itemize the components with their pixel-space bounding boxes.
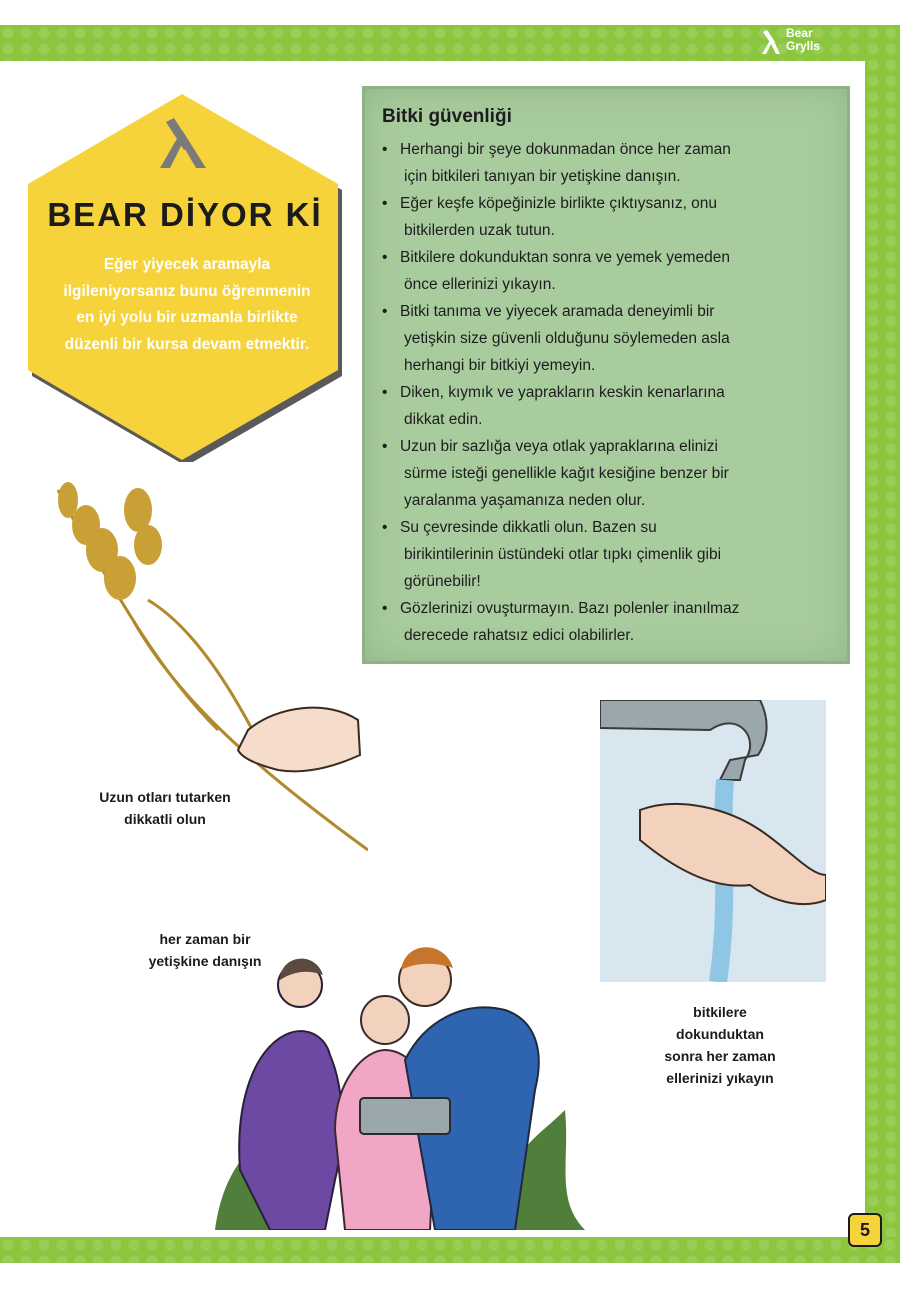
safety-item-line: Eğer keşfe köpeğinizle birlikte çıktıysanız, onu <box>400 195 718 212</box>
right-decorative-band <box>865 25 900 1263</box>
safety-item <box>382 514 840 595</box>
safety-item-line: önce ellerinizi yıkayın. <box>404 276 556 293</box>
caption-line: bitkilere <box>693 1004 747 1020</box>
safety-item-line: sürme isteği genellikle kağıt kesiğine benzer bir <box>404 465 729 482</box>
safety-item-line: Diken, kıymık ve yaprakların keskin kenarlarına <box>400 384 725 401</box>
bear-grylls-logo <box>758 26 862 58</box>
bullet: • <box>382 249 388 266</box>
bullet: • <box>382 519 388 536</box>
tip-text: Eğer yiyecek aramayla ilgileniyorsanız bunu öğrenmenin en iyi yolu bir uzmanla birlikte düzenli bir kursa devam etmektir. <box>63 256 311 353</box>
caption-line: Uzun otları tutarken <box>99 789 231 805</box>
child-purple <box>239 959 342 1230</box>
safety-item-line: Su çevresinde dikkatli olun. Bazen su <box>400 519 657 536</box>
safety-item-line: derecede rahatsız edici olabilirler. <box>404 627 635 644</box>
grass-seed-head <box>58 482 162 620</box>
bullet: • <box>382 600 388 617</box>
safety-item-line: Gözlerinizi ovuşturmayın. Bazı polenler inanılmaz <box>400 600 740 617</box>
safety-list <box>382 136 840 649</box>
caption-line: ellerinizi yıkayın <box>666 1070 774 1086</box>
safety-item-line: bitkilerden uzak tutun. <box>404 222 555 239</box>
hand-washing-illustration <box>600 700 826 982</box>
bottom-decorative-band <box>0 1237 900 1263</box>
safety-item-line: için bitkileri tanıyan bir yetişkine danışın. <box>404 168 681 185</box>
safety-item <box>382 136 840 190</box>
caption-line: yetişkine danışın <box>148 953 262 969</box>
caption-line: her zaman bir <box>159 931 251 947</box>
caption-line: sonra her zaman <box>664 1048 776 1064</box>
safety-item-line: Bitkilere dokunduktan sonra ve yemek yemeden <box>400 249 730 266</box>
tablet <box>360 1098 450 1134</box>
safety-item-line: herhangi bir bitkiyi yemeyin. <box>404 357 596 374</box>
caption-line: dokunduktan <box>676 1026 764 1042</box>
safety-item <box>382 595 840 649</box>
bullet: • <box>382 303 388 320</box>
plant-safety-box <box>362 86 850 664</box>
bullet: • <box>382 195 388 212</box>
safety-item <box>382 244 840 298</box>
page-number: 5 <box>848 1213 882 1247</box>
safety-item-line: Uzun bir sazlığa veya otlak yapraklarına elinizi <box>400 438 718 455</box>
safety-item-line: Bitki tanıma ve yiyecek aramada deneyimli bir <box>400 303 715 320</box>
logo-text-line1: Bear <box>786 26 813 40</box>
tip-title: BEAR DİYOR Kİ <box>47 196 323 233</box>
crossed-x-logo-icon <box>758 28 784 56</box>
bullet: • <box>382 438 388 455</box>
safety-item-line: dikkat edin. <box>404 411 483 428</box>
bullet: • <box>382 384 388 401</box>
safety-item-line: Herhangi bir şeye dokunmadan önce her zaman <box>400 141 731 158</box>
logo-text <box>786 27 820 53</box>
safety-item-line: yetişkin size güvenli olduğunu söylemeden asla <box>404 330 730 347</box>
safety-item <box>382 379 840 433</box>
safety-item <box>382 433 840 514</box>
bullet: • <box>382 141 388 158</box>
safety-item <box>382 190 840 244</box>
safety-item-line: görünebilir! <box>404 573 481 590</box>
safety-title: Bitki güvenliği <box>382 106 512 127</box>
grass-caption <box>70 786 260 830</box>
adult-and-children-illustration <box>215 930 585 1230</box>
wash-caption <box>630 1001 810 1089</box>
hand <box>238 708 360 772</box>
caption-line: dikkatli olun <box>124 811 206 827</box>
safety-item-line: birikintilerinin üstündeki otlar tıpkı çimenlik gibi <box>404 546 722 563</box>
safety-item <box>382 298 840 379</box>
safety-item-line: yaralanma yaşamanıza neden olur. <box>404 492 646 509</box>
logo-text-line2: Grylls <box>786 39 821 53</box>
